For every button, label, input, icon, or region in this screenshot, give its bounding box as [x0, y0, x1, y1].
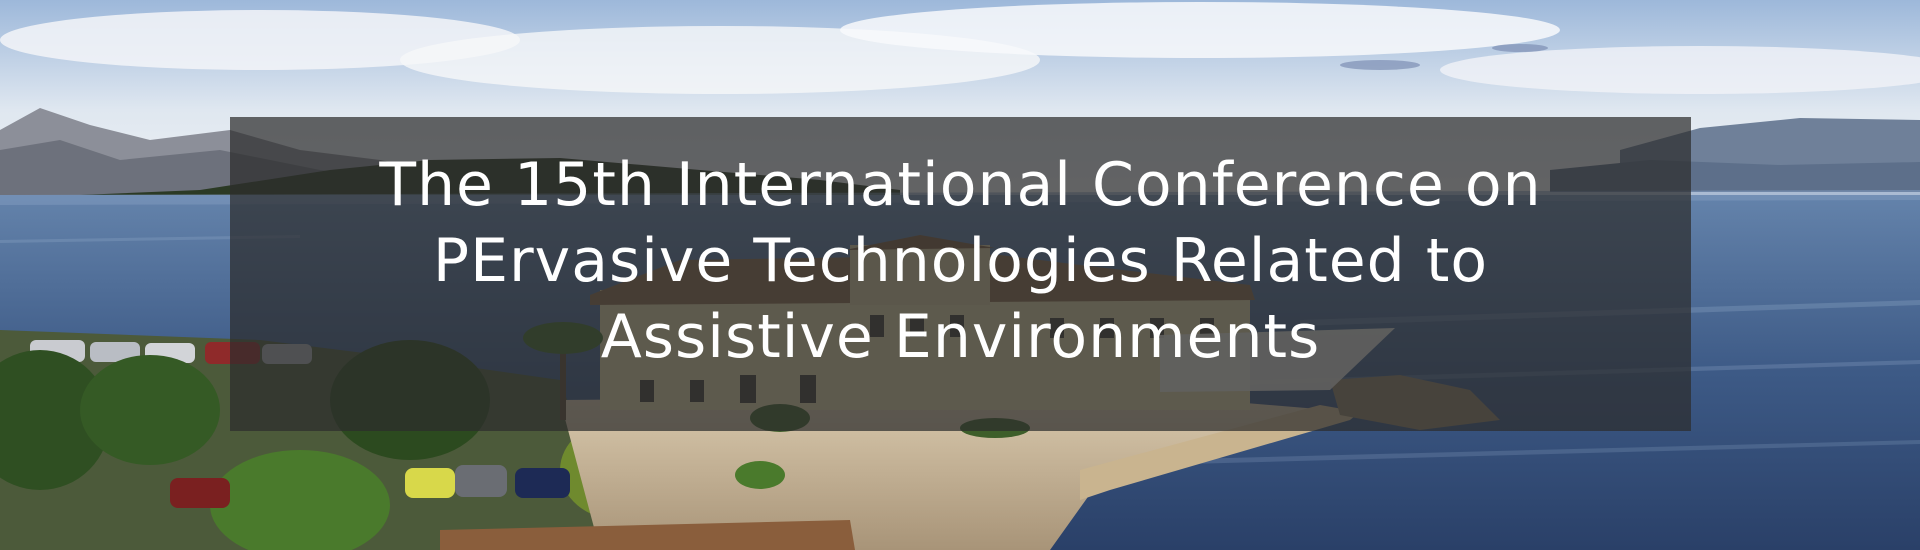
title-overlay — [230, 117, 1691, 431]
conference-title: The 15th International Conference on PErvasive Technologies Related to Assistive Environments — [379, 150, 1542, 372]
